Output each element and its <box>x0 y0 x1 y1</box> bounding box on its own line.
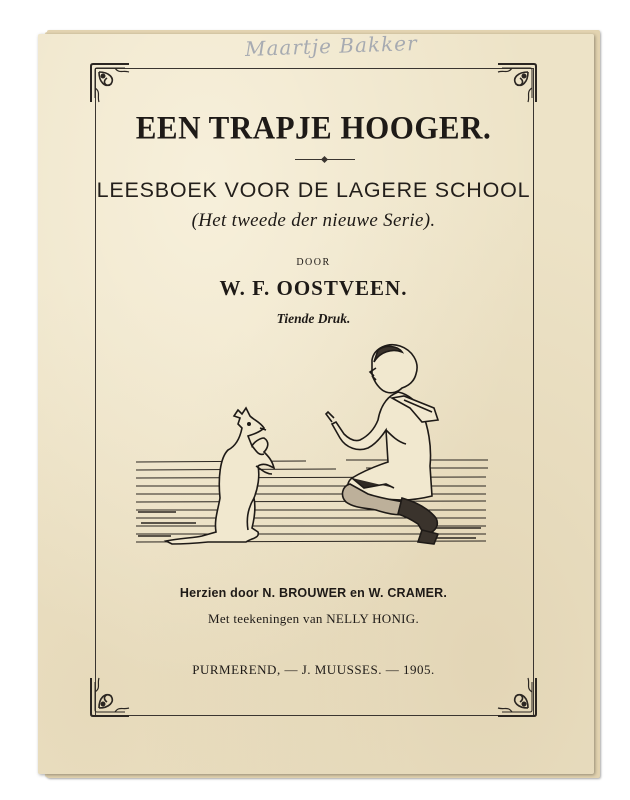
book-title: EEN TRAPJE HOOGER. <box>135 109 492 146</box>
publisher-line: PURMEREND, — J. MUUSSES. — 1905. <box>192 662 435 677</box>
illustration-credit: Met teekeningen van NELLY HONIG. <box>207 611 420 626</box>
title-divider <box>295 159 355 160</box>
book-subtitle: LEESBOEK VOOR DE LAGERE SCHOOL <box>96 178 531 202</box>
by-label: DOOR <box>296 257 331 268</box>
corner-ornament-icon <box>85 672 135 722</box>
owner-inscription: Maartje Bakker <box>244 30 418 62</box>
author-name: W. F. OOSTVEEN. <box>219 276 408 300</box>
revision-credit: Herzien door N. BROUWER en W. CRAMER. <box>179 586 448 600</box>
corner-ornament-icon <box>492 672 542 722</box>
corner-ornament-icon <box>492 58 542 108</box>
edition-label: Tiende Druk. <box>276 311 351 326</box>
corner-ornament-icon <box>85 58 135 108</box>
series-note: (Het tweede der nieuwe Serie). <box>191 210 436 231</box>
boy-and-dog-illustration <box>136 338 492 558</box>
